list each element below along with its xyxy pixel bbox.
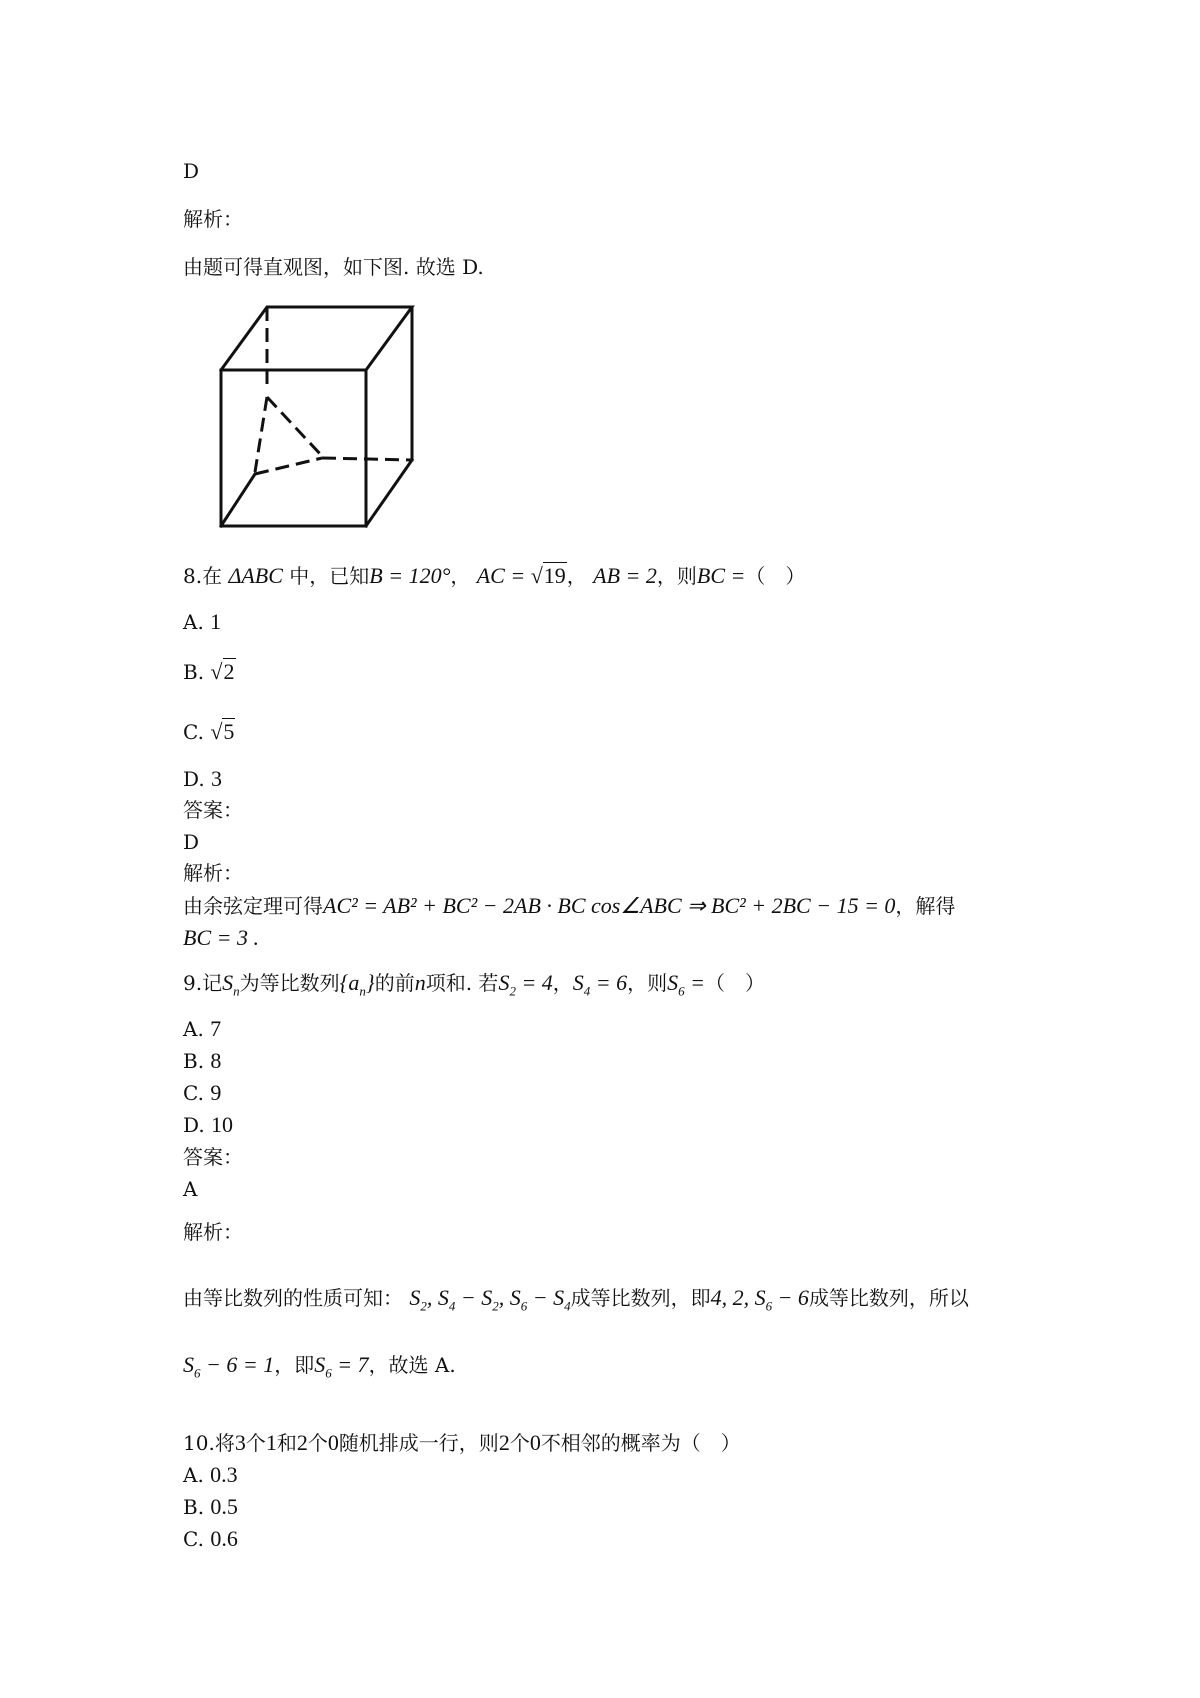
q9-number: 9.	[183, 971, 203, 995]
q9-stem	[183, 970, 765, 1004]
cube-hidden-diagonal	[267, 397, 322, 456]
q8-answer: D	[183, 830, 200, 854]
q8-answer-label: 答案：	[183, 798, 243, 822]
q8-option-a-label: A.	[183, 610, 204, 634]
q9-analysis-line-1	[183, 1285, 969, 1319]
q8-sqrt-19: √19	[530, 563, 566, 588]
q8-option-d	[183, 766, 222, 792]
q9-text-7: （ ）	[705, 971, 766, 995]
q9-option-a: A. 7	[183, 1016, 222, 1041]
cube-hidden-bottom	[255, 458, 322, 474]
q9-option-c: C. 9	[183, 1080, 222, 1105]
q8-analysis-label: 解析：	[183, 861, 243, 885]
q8-stem	[183, 563, 805, 589]
q10-number: 10.	[183, 1431, 215, 1455]
q8-result-bc: BC = 3 .	[183, 925, 259, 950]
q8-analysis-pre: 由余弦定理可得	[183, 894, 323, 918]
q9-analysis-text-4: ，即	[274, 1353, 315, 1377]
q8-option-c	[183, 719, 235, 745]
q8-number: 8.	[183, 564, 203, 588]
q8-text-2: 中，已知	[289, 564, 370, 588]
q8-text-1: 在	[202, 564, 223, 588]
q8-triangle: ΔABC	[228, 563, 283, 588]
q8-sep-2: ，	[566, 564, 587, 588]
q9-eq-1: $S_6 - 6 = 1$	[183, 1352, 275, 1381]
q9-seq-terms: $S_2$, $S_4 - S_2$, $S_6 - S_4$	[409, 1285, 571, 1314]
q8-text-3: ，则	[656, 564, 697, 588]
q9-option-b: B. 8	[183, 1048, 222, 1073]
q9-analysis-text-3: 成等比数列，所以	[808, 1286, 969, 1310]
q8-cond-angle: B = 120°	[369, 563, 451, 588]
q7-analysis-text: 由题可得直观图，如下图. 故选 D.	[183, 255, 484, 279]
q9-seq-values: 4, 2, $S_6 - 6$	[710, 1285, 809, 1314]
q7-answer: D	[183, 159, 200, 183]
q8-option-b	[183, 659, 236, 685]
q8-paren: （ ）	[745, 564, 806, 588]
q9-answer-label: 答案：	[183, 1145, 243, 1169]
q9-n: n	[414, 970, 426, 995]
q10-stem: 10.将3个1和2个0随机排成一行，则2个0不相邻的概率为（ ）	[183, 1430, 741, 1455]
q9-analysis-text-2: 成等比数列，即	[570, 1286, 711, 1310]
q8-option-a	[183, 609, 221, 635]
q8-option-d-label: D.	[183, 767, 205, 791]
q8-ask-bc: BC =	[696, 563, 746, 588]
q9-analysis-label: 解析：	[183, 1220, 243, 1244]
q9-text-2: 为等比数列	[239, 971, 340, 995]
cube-hidden-right	[322, 458, 412, 460]
cube-top-edges	[221, 307, 412, 370]
q9-an: $\{a_n\}$	[339, 970, 375, 999]
q9-analysis-text-5: ，故选 A.	[368, 1353, 456, 1377]
q9-sn: $S_n$	[222, 970, 240, 999]
cube-hidden-left	[255, 397, 267, 472]
q8-option-d-value: 3	[211, 766, 223, 791]
q8-option-a-value: 1	[210, 609, 222, 634]
q7-analysis-label: 解析：	[183, 207, 243, 231]
q9-text-1: 记	[202, 971, 223, 995]
q9-s6: $S_6$ =	[667, 970, 706, 999]
q9-text-4: 项和. 若	[425, 971, 499, 995]
q10-option-a: A. 0.3	[183, 1462, 238, 1487]
cube-figure	[212, 302, 432, 530]
q8-cond-ac: AC =	[476, 563, 531, 588]
q9-text-6: ，则	[627, 971, 668, 995]
q8-analysis-result	[183, 925, 259, 951]
q9-analysis-line-2	[183, 1352, 456, 1386]
q8-analysis-formula: AC² = AB² + BC² − 2AB · BC cos∠ABC ⇒ BC² + 2BC − 15 = 0	[323, 893, 896, 918]
cube-front-face	[221, 370, 366, 526]
q8-option-b-value: √2	[210, 659, 235, 684]
q9-answer: A	[183, 1177, 198, 1201]
q9-s4: $S_4 = 6$	[572, 970, 628, 999]
q9-analysis-text-1: 由等比数列的性质可知：	[183, 1286, 403, 1310]
q8-option-c-value: √5	[210, 719, 235, 744]
q10-option-c: C. 0.6	[183, 1526, 238, 1551]
cube-bottom-right-edge	[366, 460, 412, 526]
q8-option-b-label: B.	[183, 660, 205, 684]
q8-cond-ab: AB = 2	[593, 563, 657, 588]
q8-analysis-line	[183, 893, 955, 919]
q9-s2: $S_2 = 4$	[498, 970, 553, 999]
q8-option-c-label: C.	[183, 720, 204, 744]
q9-text-3: 的前	[374, 971, 415, 995]
q10-option-b: B. 0.5	[183, 1494, 238, 1519]
q8-sep-1: ，	[450, 564, 471, 588]
q9-option-d: D. 10	[183, 1112, 234, 1137]
q9-eq-2: $S_6 = 7$	[314, 1352, 369, 1381]
q8-analysis-post: ，解得	[895, 894, 956, 918]
cube-bottom-left-edge	[221, 474, 255, 526]
q9-text-5: ，	[552, 971, 573, 995]
